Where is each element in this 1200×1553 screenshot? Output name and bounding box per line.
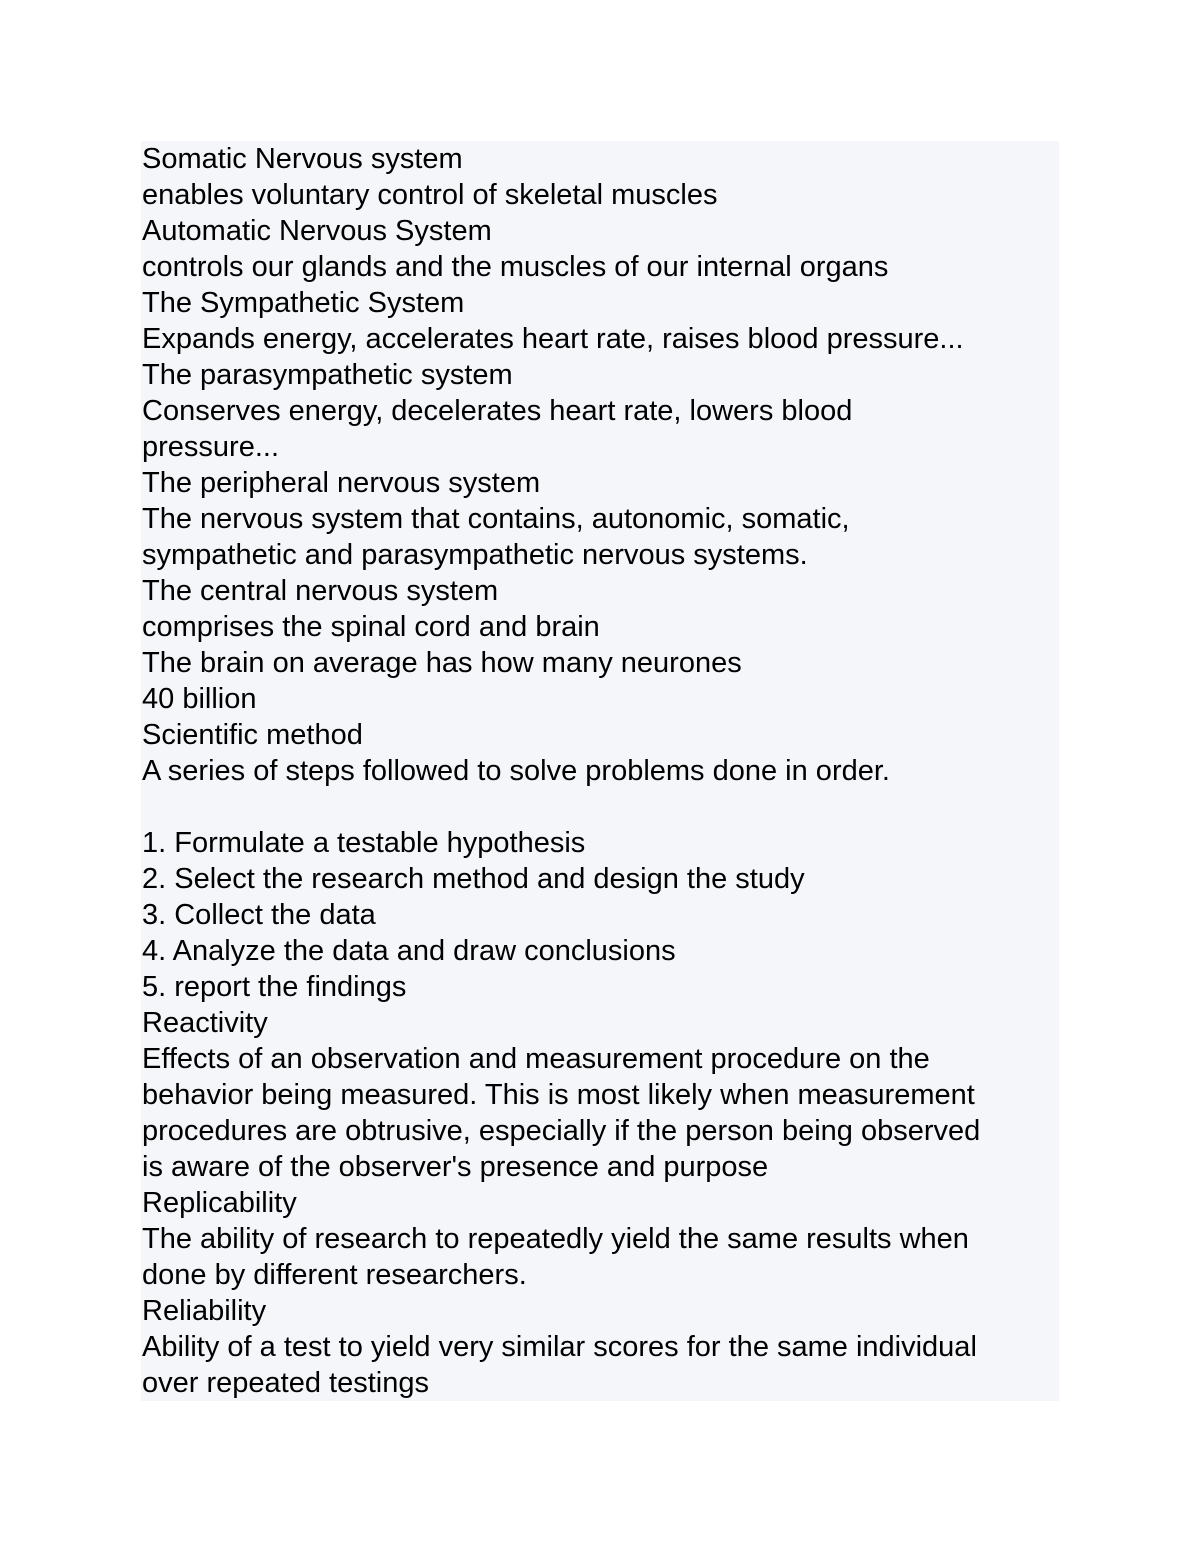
term-line: The peripheral nervous system bbox=[142, 467, 541, 499]
list-item: 1. Formulate a testable hypothesis bbox=[142, 827, 586, 859]
definition-line: enables voluntary control of skeletal muscles bbox=[142, 179, 718, 211]
blank-line bbox=[141, 789, 1059, 825]
list-item: 2. Select the research method and design the study bbox=[142, 863, 805, 895]
definition-line: The ability of research to repeatedly yield the same results when bbox=[142, 1223, 969, 1255]
definition-line: done by different researchers. bbox=[142, 1259, 527, 1291]
definition-line: Expands energy, accelerates heart rate, raises blood pressure... bbox=[142, 323, 964, 355]
definition-line: A series of steps followed to solve problems done in order. bbox=[142, 755, 890, 787]
term-line: Somatic Nervous system bbox=[142, 143, 463, 175]
definition-line: Conserves energy, decelerates heart rate, lowers blood bbox=[142, 395, 853, 427]
term-line: Scientific method bbox=[142, 719, 363, 751]
definition-line: procedures are obtrusive, especially if the person being observed bbox=[142, 1115, 981, 1147]
term-line: Replicability bbox=[142, 1187, 297, 1219]
term-line: Reliability bbox=[142, 1295, 267, 1327]
definition-line: controls our glands and the muscles of our internal organs bbox=[142, 251, 889, 283]
list-item: 5. report the findings bbox=[142, 971, 407, 1003]
list-item: 4. Analyze the data and draw conclusions bbox=[142, 935, 676, 967]
list-item: 3. Collect the data bbox=[142, 899, 376, 931]
definition-line: 40 billion bbox=[142, 683, 257, 715]
term-line: The parasympathetic system bbox=[142, 359, 513, 391]
definition-line: behavior being measured. This is most likely when measurement bbox=[142, 1079, 975, 1111]
definition-line: Effects of an observation and measurement procedure on the bbox=[142, 1043, 930, 1075]
term-line: Reactivity bbox=[142, 1007, 268, 1039]
term-line: The Sympathetic System bbox=[142, 287, 465, 319]
definition-line: over repeated testings bbox=[142, 1367, 429, 1399]
document-text-block bbox=[141, 141, 1059, 1401]
definition-line: The nervous system that contains, autonomic, somatic, bbox=[142, 503, 850, 535]
term-line: The central nervous system bbox=[142, 575, 499, 607]
definition-line: comprises the spinal cord and brain bbox=[142, 611, 600, 643]
definition-line: is aware of the observer's presence and purpose bbox=[142, 1151, 769, 1183]
term-line: The brain on average has how many neurones bbox=[142, 647, 742, 679]
definition-line: sympathetic and parasympathetic nervous systems. bbox=[142, 539, 808, 571]
definition-line: pressure... bbox=[142, 431, 279, 463]
definition-line: Ability of a test to yield very similar scores for the same individual bbox=[142, 1331, 977, 1363]
term-line: Automatic Nervous System bbox=[142, 215, 492, 247]
